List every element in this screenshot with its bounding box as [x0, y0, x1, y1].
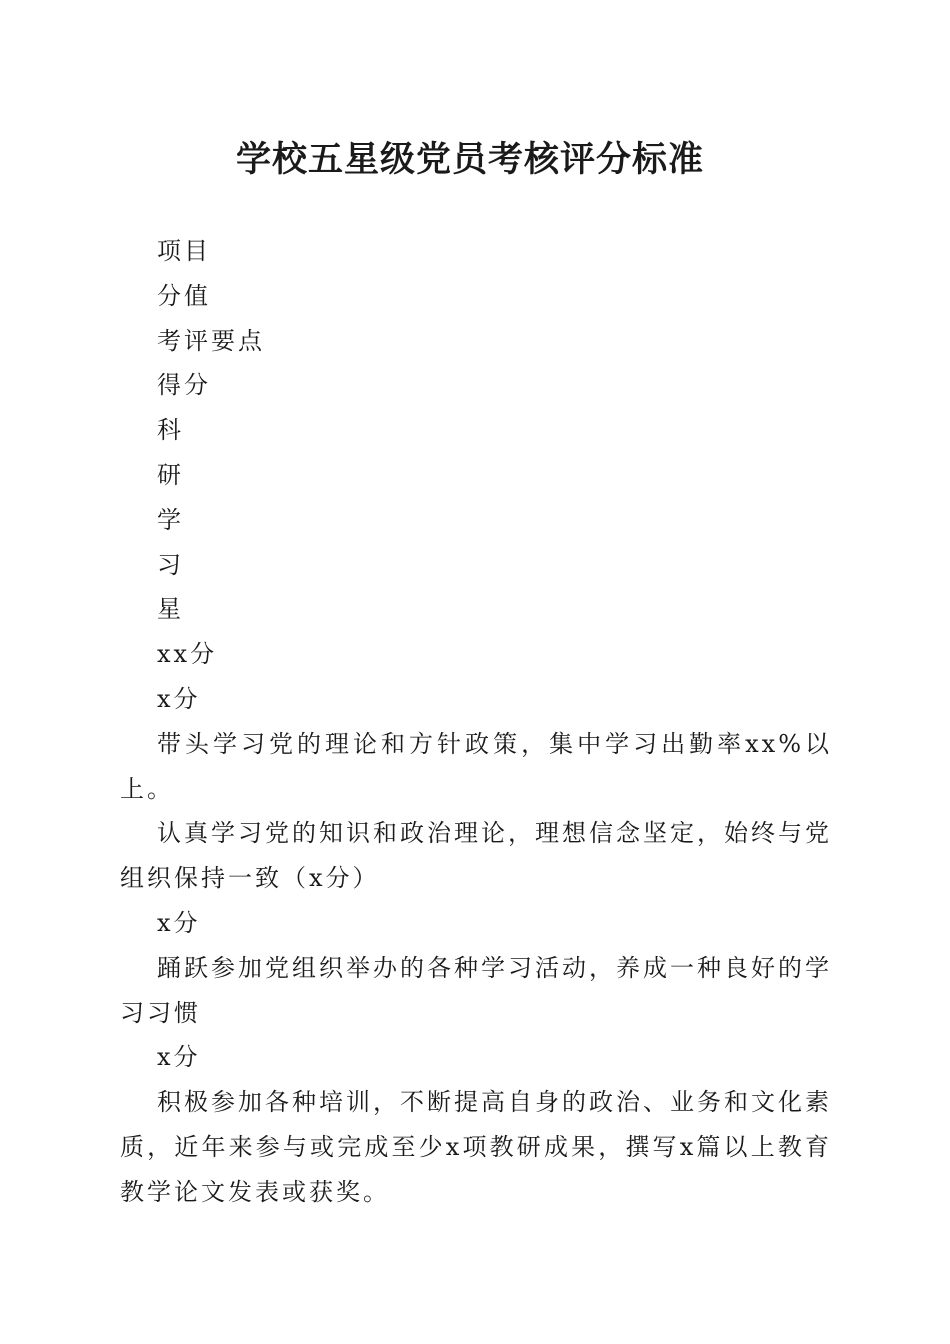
paragraph-item: 项目: [157, 237, 211, 265]
paragraph-criterion-1: 带头学习党的理论和方针政策，集中学习出勤率xx%以上。: [120, 729, 832, 803]
paragraph-criterion-4: 积极参加各种培训，不断提高自身的政治、业务和文化素质，近年来参与或完成至少x项教研成果，撰写x篇以上教育教学论文发表或获奖。: [120, 1088, 832, 1206]
paragraph-char-xue: 学: [157, 505, 184, 534]
paragraph-char-yan: 研: [157, 460, 184, 489]
paragraph-key-points: 考评要点: [157, 326, 265, 355]
paragraph-score-2: x分: [157, 908, 201, 937]
paragraph-score: 分值: [157, 281, 211, 310]
paragraph-total-score: xx分: [157, 640, 218, 669]
paragraph-criterion-3: 踊跃参加党组织举办的各种学习活动，养成一种良好的学习习惯: [120, 953, 832, 1027]
paragraph-score-3: x分: [157, 1043, 201, 1072]
paragraph-score-1: x分: [157, 684, 201, 713]
document-body: [120, 229, 832, 1215]
paragraph-char-xi: 习: [157, 550, 184, 579]
paragraph-char-ke: 科: [157, 416, 184, 445]
paragraph-points-earned: 得分: [157, 371, 211, 400]
paragraph-criterion-2: 认真学习党的知识和政治理论，理想信念坚定，始终与党组织保持一致（x分）: [120, 819, 832, 893]
document-title: 学校五星级党员考核评分标准: [235, 139, 704, 180]
paragraph-char-xing: 星: [157, 595, 184, 624]
